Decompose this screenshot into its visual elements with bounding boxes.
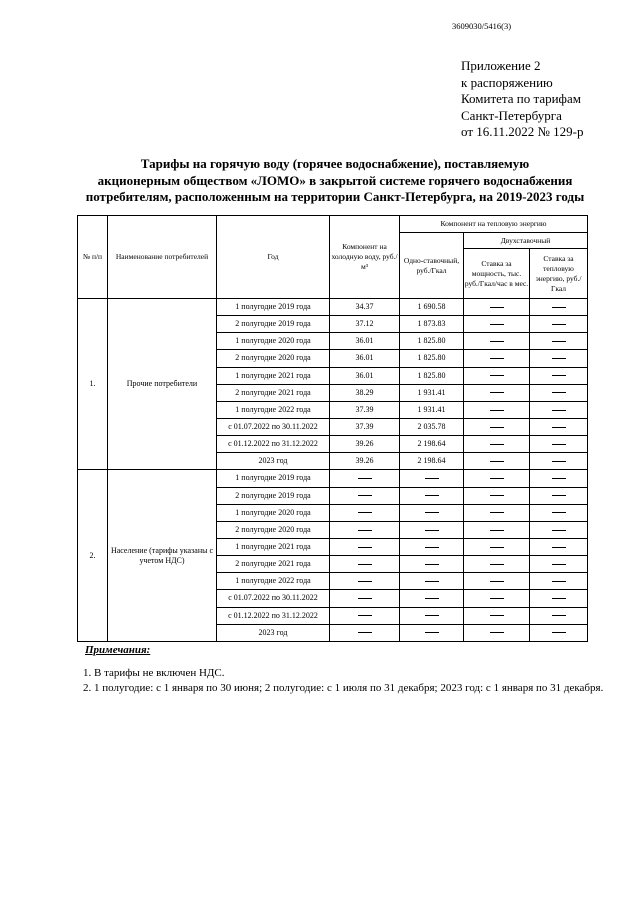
cell-energy xyxy=(530,299,588,316)
cell-energy xyxy=(530,624,588,641)
dash-mark xyxy=(552,307,566,308)
cell-cold xyxy=(330,538,400,555)
document-number: 3609030/5416(3) xyxy=(452,21,512,31)
cell-year: с 01.12.2022 по 31.12.2022 xyxy=(217,607,330,624)
dash-mark xyxy=(490,581,504,582)
cell-cold: 34.37 xyxy=(330,299,400,316)
cell-single: 1 825.80 xyxy=(400,367,464,384)
cell-power xyxy=(464,538,530,555)
dash-mark xyxy=(358,530,372,531)
dash-mark xyxy=(552,427,566,428)
cell-energy xyxy=(530,367,588,384)
cell-cold xyxy=(330,590,400,607)
cell-energy xyxy=(530,521,588,538)
cell-year: 2 полугодие 2021 года xyxy=(217,384,330,401)
cell-power xyxy=(464,590,530,607)
cell-year: 2 полугодие 2020 года xyxy=(217,521,330,538)
cell-power xyxy=(464,384,530,401)
cell-single xyxy=(400,504,464,521)
cell-single xyxy=(400,624,464,641)
dash-mark xyxy=(490,392,504,393)
cell-cold: 39.26 xyxy=(330,436,400,453)
dash-mark xyxy=(490,530,504,531)
cell-power xyxy=(464,418,530,435)
cell-cold xyxy=(330,624,400,641)
dash-mark xyxy=(425,581,439,582)
dash-mark xyxy=(490,564,504,565)
table-row xyxy=(78,299,588,316)
cell-year: с 01.07.2022 по 30.11.2022 xyxy=(217,590,330,607)
dash-mark xyxy=(358,598,372,599)
dash-mark xyxy=(358,495,372,496)
dash-mark xyxy=(552,547,566,548)
header-two: Двухставочный xyxy=(464,233,588,249)
cell-year: 1 полугодие 2019 года xyxy=(217,470,330,487)
dash-mark xyxy=(490,598,504,599)
cell-energy xyxy=(530,556,588,573)
header-num: № п/п xyxy=(78,216,108,299)
cell-year: 2 полугодие 2021 года xyxy=(217,556,330,573)
cell-energy xyxy=(530,384,588,401)
cell-cold: 39.26 xyxy=(330,453,400,470)
cell-energy xyxy=(530,470,588,487)
cell-single: 1 931.41 xyxy=(400,401,464,418)
cell-power xyxy=(464,624,530,641)
header-name: Наименование потребителей xyxy=(108,216,217,299)
dash-mark xyxy=(490,358,504,359)
dash-mark xyxy=(425,495,439,496)
dash-mark xyxy=(490,632,504,633)
cell-energy xyxy=(530,590,588,607)
dash-mark xyxy=(552,324,566,325)
notes-block xyxy=(85,644,605,695)
title-line: потребителям, расположенным на территории Санкт-Петербурга, на 2019-2023 годы xyxy=(85,189,585,204)
dash-mark xyxy=(552,375,566,376)
cell-energy xyxy=(530,607,588,624)
dash-mark xyxy=(552,410,566,411)
dash-mark xyxy=(490,375,504,376)
cell-year: 1 полугодие 2020 года xyxy=(217,504,330,521)
cell-year: 1 полугодие 2022 года xyxy=(217,401,330,418)
cell-year: с 01.12.2022 по 31.12.2022 xyxy=(217,436,330,453)
group-num: 2. xyxy=(78,470,108,641)
dash-mark xyxy=(490,512,504,513)
dash-mark xyxy=(552,341,566,342)
dash-mark xyxy=(358,632,372,633)
dash-mark xyxy=(358,581,372,582)
title-line: Тарифы на горячую воду (горячее водоснабжение), поставляемую xyxy=(140,156,530,171)
appendix-line: Санкт-Петербурга xyxy=(461,107,562,123)
dash-mark xyxy=(425,598,439,599)
dash-mark xyxy=(358,615,372,616)
dash-mark xyxy=(552,581,566,582)
cell-single xyxy=(400,573,464,590)
cell-cold: 38.29 xyxy=(330,384,400,401)
dash-mark xyxy=(425,478,439,479)
dash-mark xyxy=(552,444,566,445)
cell-power xyxy=(464,299,530,316)
dash-mark xyxy=(552,598,566,599)
dash-mark xyxy=(552,392,566,393)
cell-cold xyxy=(330,573,400,590)
cell-year: 1 полугодие 2020 года xyxy=(217,333,330,350)
cell-power xyxy=(464,556,530,573)
cell-cold xyxy=(330,607,400,624)
header-year: Год xyxy=(217,216,330,299)
cell-power xyxy=(464,504,530,521)
dash-mark xyxy=(425,615,439,616)
appendix-line: от 16.11.2022 № 129-р xyxy=(461,124,584,139)
cell-energy xyxy=(530,418,588,435)
cell-cold: 37.12 xyxy=(330,316,400,333)
group-name: Население (тарифы указаны с учетом НДС) xyxy=(108,470,217,641)
appendix-line: к распоряжению xyxy=(461,74,553,90)
cell-single xyxy=(400,607,464,624)
header-single: Одно-ставочный, руб./Гкал xyxy=(400,233,464,299)
cell-energy xyxy=(530,316,588,333)
cell-energy xyxy=(530,504,588,521)
group-name: Прочие потребители xyxy=(108,299,217,470)
cell-single: 2 198.64 xyxy=(400,453,464,470)
document-title xyxy=(40,156,630,206)
header-cold: Компонент на холодную воду, руб./м³ xyxy=(330,216,400,299)
header-power: Ставка за мощность, тыс. руб./Гкал/час в мес. xyxy=(464,249,530,299)
cell-energy xyxy=(530,487,588,504)
cell-single: 2 198.64 xyxy=(400,436,464,453)
cell-energy xyxy=(530,436,588,453)
cell-power xyxy=(464,487,530,504)
cell-year: 1 полугодие 2021 года xyxy=(217,367,330,384)
cell-power xyxy=(464,453,530,470)
cell-power xyxy=(464,333,530,350)
cell-power xyxy=(464,607,530,624)
title-line: акционерным обществом «ЛОМО» в закрытой системе горячего водоснабжения xyxy=(97,172,573,188)
dash-mark xyxy=(490,341,504,342)
cell-power xyxy=(464,436,530,453)
dash-mark xyxy=(552,530,566,531)
cell-single: 1 825.80 xyxy=(400,333,464,350)
dash-mark xyxy=(552,495,566,496)
header-energy: Ставка за тепловую энергию, руб./Гкал xyxy=(530,249,588,299)
dash-mark xyxy=(358,512,372,513)
cell-single: 1 690.58 xyxy=(400,299,464,316)
notes-title: Примечания: xyxy=(85,644,151,656)
dash-mark xyxy=(425,530,439,531)
dash-mark xyxy=(358,564,372,565)
cell-single xyxy=(400,521,464,538)
cell-cold: 36.01 xyxy=(330,350,400,367)
dash-mark xyxy=(358,547,372,548)
dash-mark xyxy=(490,324,504,325)
cell-single: 1 825.80 xyxy=(400,350,464,367)
appendix-line: Комитета по тарифам xyxy=(461,91,581,106)
cell-cold: 36.01 xyxy=(330,367,400,384)
table-row xyxy=(78,470,588,487)
cell-power xyxy=(464,367,530,384)
dash-mark xyxy=(490,615,504,616)
cell-power xyxy=(464,350,530,367)
dash-mark xyxy=(490,307,504,308)
header-heat: Компонент на тепловую энергию xyxy=(400,216,588,233)
cell-cold xyxy=(330,470,400,487)
dash-mark xyxy=(490,547,504,548)
cell-year: 2 полугодие 2020 года xyxy=(217,350,330,367)
dash-mark xyxy=(358,478,372,479)
cell-energy xyxy=(530,538,588,555)
cell-energy xyxy=(530,350,588,367)
dash-mark xyxy=(552,512,566,513)
cell-year: 1 полугодие 2021 года xyxy=(217,538,330,555)
dash-mark xyxy=(490,427,504,428)
dash-mark xyxy=(425,512,439,513)
cell-year: 2 полугодие 2019 года xyxy=(217,316,330,333)
cell-power xyxy=(464,521,530,538)
dash-mark xyxy=(490,444,504,445)
cell-energy xyxy=(530,333,588,350)
cell-power xyxy=(464,573,530,590)
dash-mark xyxy=(552,358,566,359)
dash-mark xyxy=(490,461,504,462)
dash-mark xyxy=(425,632,439,633)
dash-mark xyxy=(425,547,439,548)
appendix-block xyxy=(461,58,584,141)
dash-mark xyxy=(425,564,439,565)
note-item: 2. 1 полугодие: с 1 января по 30 июня; 2 полугодие: с 1 июля по 31 декабря; 2023 год: с 1 января по 31 декабря. xyxy=(83,681,604,694)
cell-single xyxy=(400,590,464,607)
cell-cold xyxy=(330,487,400,504)
cell-single xyxy=(400,556,464,573)
cell-single xyxy=(400,470,464,487)
cell-energy xyxy=(530,573,588,590)
cell-power xyxy=(464,316,530,333)
cell-cold: 36.01 xyxy=(330,333,400,350)
cell-cold xyxy=(330,521,400,538)
appendix-line: Приложение 2 xyxy=(461,58,541,73)
dash-mark xyxy=(490,478,504,479)
cell-single: 2 035.78 xyxy=(400,418,464,435)
cell-power xyxy=(464,470,530,487)
cell-single: 1 873.83 xyxy=(400,316,464,333)
table-body xyxy=(78,299,588,642)
dash-mark xyxy=(552,632,566,633)
note-item: 1. В тарифы не включен НДС. xyxy=(83,667,225,679)
cell-energy xyxy=(530,453,588,470)
cell-cold: 37.39 xyxy=(330,401,400,418)
group-num: 1. xyxy=(78,299,108,470)
cell-year: с 01.07.2022 по 30.11.2022 xyxy=(217,418,330,435)
cell-cold xyxy=(330,556,400,573)
cell-cold: 37.39 xyxy=(330,418,400,435)
cell-year: 2023 год xyxy=(217,453,330,470)
cell-year: 1 полугодие 2022 года xyxy=(217,573,330,590)
cell-cold xyxy=(330,504,400,521)
cell-year: 2023 год xyxy=(217,624,330,641)
dash-mark xyxy=(490,495,504,496)
dash-mark xyxy=(552,478,566,479)
cell-single xyxy=(400,487,464,504)
dash-mark xyxy=(490,410,504,411)
cell-year: 1 полугодие 2019 года xyxy=(217,299,330,316)
dash-mark xyxy=(552,461,566,462)
cell-single xyxy=(400,538,464,555)
cell-power xyxy=(464,401,530,418)
cell-single: 1 931.41 xyxy=(400,384,464,401)
dash-mark xyxy=(552,615,566,616)
tariff-table xyxy=(77,215,588,642)
cell-energy xyxy=(530,401,588,418)
cell-year: 2 полугодие 2019 года xyxy=(217,487,330,504)
dash-mark xyxy=(552,564,566,565)
